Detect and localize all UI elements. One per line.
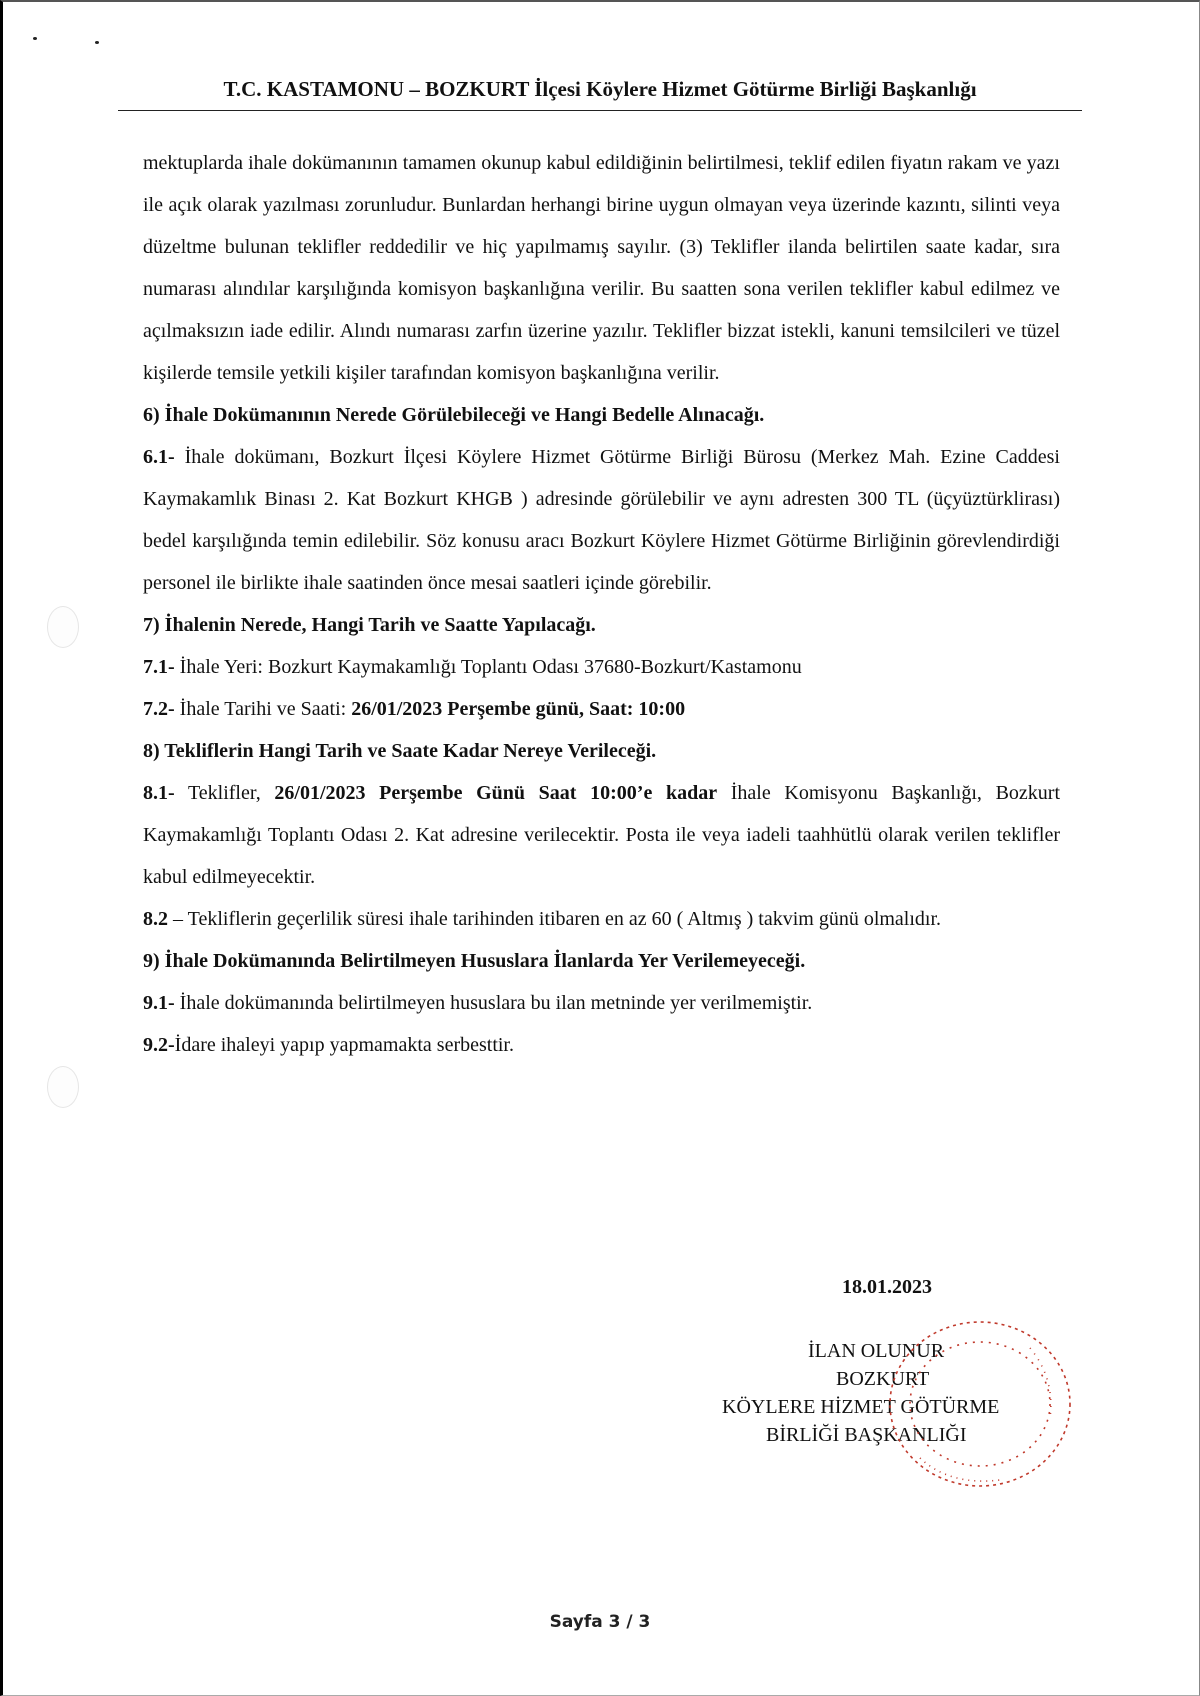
document-body bbox=[143, 142, 1060, 1066]
scan-speck bbox=[95, 41, 99, 44]
clause-text: İhale dokümanı, Bozkurt İlçesi Köylere Hizmet Götürme Birliği Bürosu (Merkez Mah. Ezine Caddesi Kaymakamlık Binası 2. Kat Bozkurt KHGB ) adresinde görülebilir ve aynı adresten 300 TL (üçyüztürklirası) bedel karşılığında temin edilebilir. Söz konusu aracı Bozkurt Köylere Hizmet Götürme Birliğinin görevlendirdiği personel ile birlikte ihale saatinden önce mesai saatleri içinde görebilir. bbox=[143, 446, 1060, 594]
section-8-heading: 8) Tekliflerin Hangi Tarih ve Saate Kadar Nereye Verileceği. bbox=[143, 740, 657, 762]
punch-hole bbox=[47, 606, 79, 648]
bid-deadline: 26/01/2023 Perşembe Günü Saat 10:00’e kadar bbox=[274, 782, 718, 804]
clause-number: 8.1- bbox=[143, 782, 175, 804]
section-9-2-paragraph bbox=[143, 1024, 1060, 1066]
section-7-heading: 7) İhalenin Nerede, Hangi Tarih ve Saatte Yapılacağı. bbox=[143, 614, 596, 636]
clause-number: 9.2- bbox=[143, 1034, 175, 1056]
section-6-1-paragraph bbox=[143, 436, 1060, 604]
section-7-2-paragraph bbox=[143, 688, 1060, 730]
clause-text: İhale Tarihi ve Saati: bbox=[174, 698, 352, 720]
signature-line-district: BOZKURT bbox=[836, 1368, 930, 1390]
punch-hole bbox=[47, 1066, 79, 1108]
clause-text: Teklifler, bbox=[174, 782, 275, 804]
page-header: T.C. KASTAMONU – BOZKURT İlçesi Köylere Hizmet Götürme Birliği Başkanlığı bbox=[118, 74, 1082, 111]
announcement-date: 18.01.2023 bbox=[842, 1276, 932, 1298]
tender-datetime: 26/01/2023 Perşembe günü, Saat: 10:00 bbox=[351, 698, 686, 720]
section-8-2-paragraph bbox=[143, 898, 1060, 940]
section-8-1-paragraph bbox=[143, 772, 1060, 898]
scan-speck bbox=[33, 37, 37, 40]
clause-text: İhale dokümanında belirtilmeyen hususlara bu ilan metninde yer verilmemiştir. bbox=[174, 992, 813, 1014]
clause-number: 7.1- bbox=[143, 656, 175, 678]
page-number: Sayfa 3 / 3 bbox=[549, 1612, 651, 1632]
signature-line-announcement: İLAN OLUNUR bbox=[808, 1340, 945, 1362]
clause-number: 9.1- bbox=[143, 992, 175, 1014]
intro-paragraph: mektuplarda ihale dokümanının tamamen okunup kabul edildiğinin belirtilmesi, teklif edilen fiyatın rakam ve yazı ile açık olarak yazılması zorunludur. Bunlardan herhangi birine uygun olmayan veya üzerinde kazıntı, silinti veya düzeltme bulunan teklifler reddedilir ve hiç yapılmamış sayılır. (3) Teklifler ilanda belirtilen saate kadar, sıra numarası alındılar karşılığında komisyon başkanlığına verilir. Bu saatten sona verilen teklifler kabul edilmez ve açılmaksızın iade edilir. Alındı numarası zarfın üzerine yazılır. Teklifler bizzat istekli, kanuni temsilcileri ve tüzel kişilerde temsile yetkili kişiler tarafından komisyon başkanlığına verilir. bbox=[143, 152, 1060, 384]
clause-number: 6.1- bbox=[143, 446, 175, 468]
clause-number: 7.2- bbox=[143, 698, 175, 720]
clause-text: İdare ihaleyi yapıp yapmamakta serbesttir. bbox=[174, 1034, 514, 1056]
section-9-1-paragraph bbox=[143, 982, 1060, 1024]
clause-number: 8.2 bbox=[143, 908, 168, 930]
signature-line-presidency: BİRLİĞİ BAŞKANLIĞI bbox=[766, 1424, 967, 1446]
clause-text: İhale Komisyonu Başkanlığı, Bozkurt Kaymakamlığı Toplantı Odası 2. Kat adresine verilecektir. Posta ile veya iadeli taahhütlü olarak verilen teklifler kabul edilmeyecektir. bbox=[143, 782, 1060, 888]
section-9-heading: 9) İhale Dokümanında Belirtilmeyen Hususlara İlanlarda Yer Verilemeyeceği. bbox=[143, 950, 806, 972]
section-7-1-paragraph bbox=[143, 646, 1060, 688]
clause-text: – Tekliflerin geçerlilik süresi ihale tarihinden itibaren en az 60 ( Altmış ) takvim günü olmalıdır. bbox=[168, 908, 942, 930]
section-6-heading: 6) İhale Dokümanının Nerede Görülebileceği ve Hangi Bedelle Alınacağı. bbox=[143, 404, 765, 426]
signature-line-union: KÖYLERE HİZMET GÖTÜRME bbox=[722, 1396, 1000, 1418]
clause-text: İhale Yeri: Bozkurt Kaymakamlığı Toplantı Odası 37680-Bozkurt/Kastamonu bbox=[174, 656, 802, 678]
